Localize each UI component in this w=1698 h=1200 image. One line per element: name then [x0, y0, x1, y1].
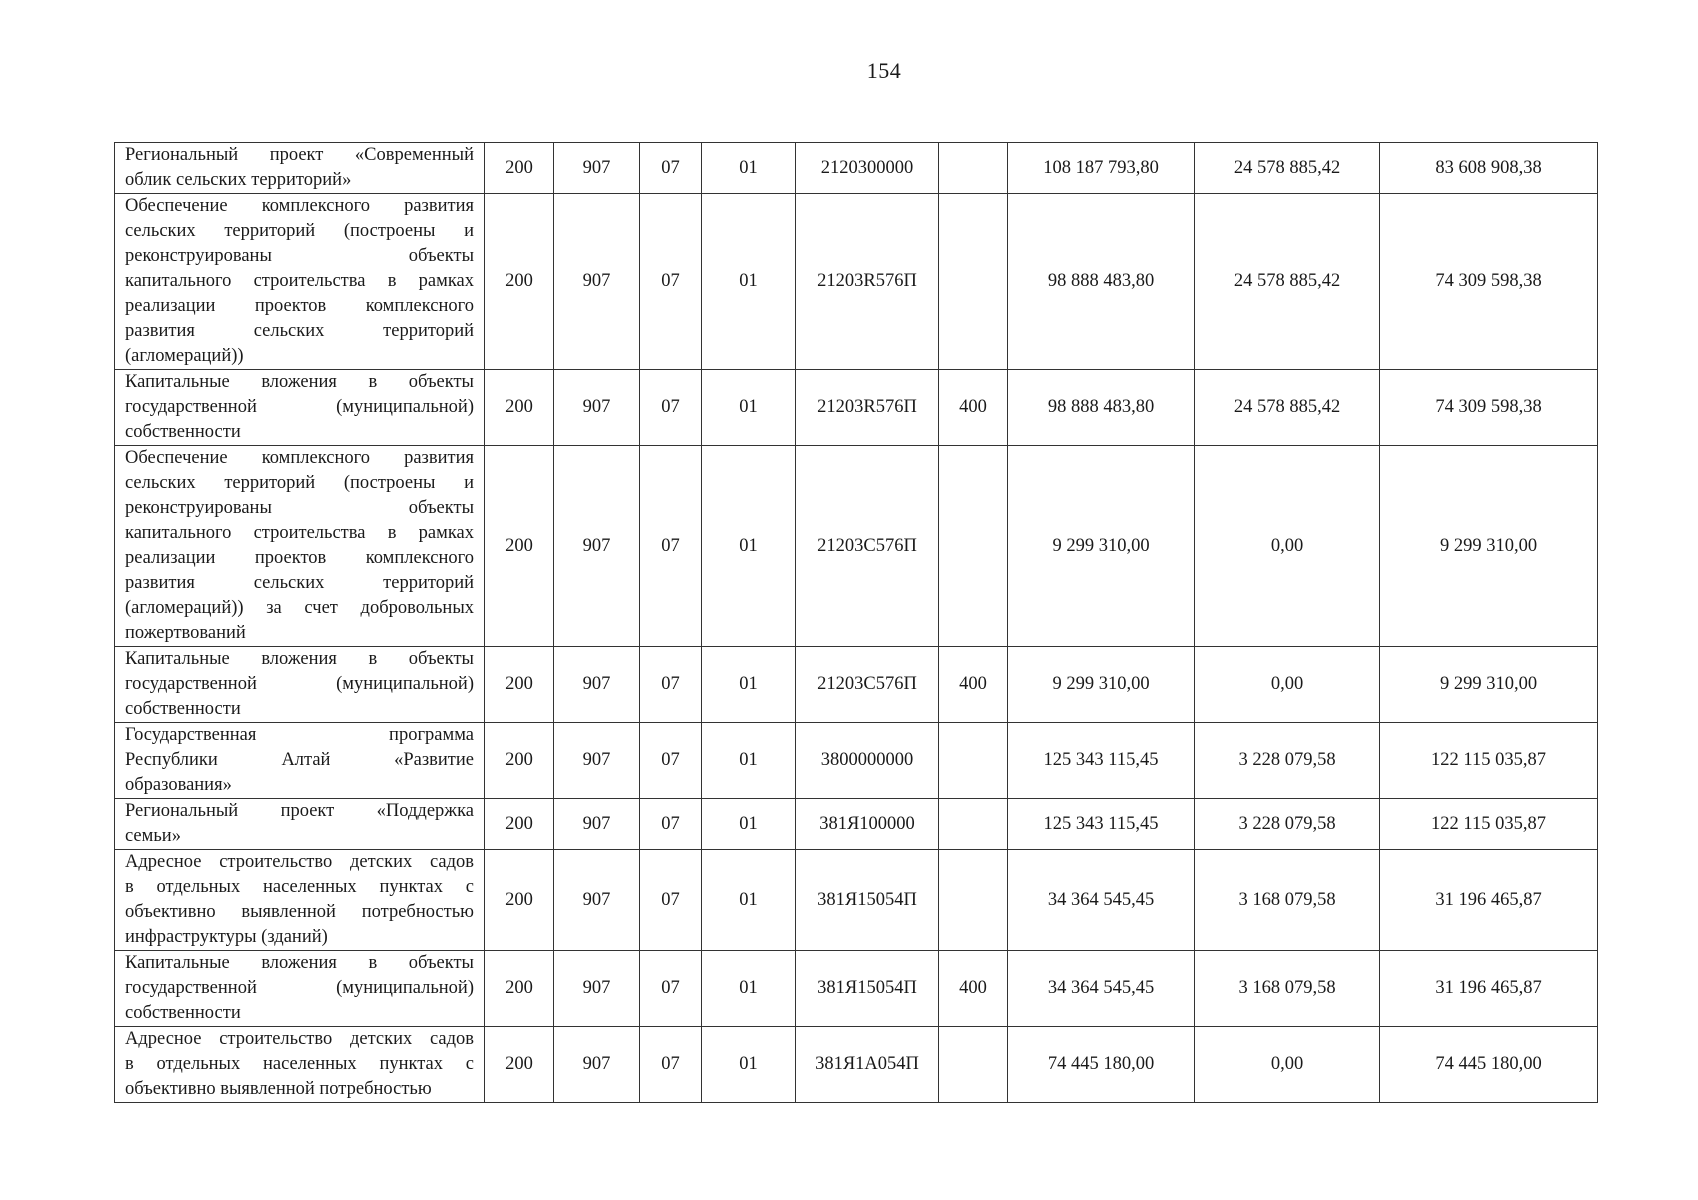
- description-line: государственной (муниципальной): [125, 978, 474, 998]
- description-line: развития сельских территорий: [125, 573, 474, 593]
- ministry-code-value: 907: [582, 157, 611, 178]
- federal-amount-cell: [1195, 951, 1380, 1027]
- section-code-cell: [640, 951, 702, 1027]
- description-line: Адресное строительство детских садов: [125, 852, 474, 872]
- total-amount-value: 98 888 483,80: [1047, 397, 1155, 417]
- expense-type-cell: [939, 647, 1008, 723]
- total-amount-cell: [1008, 370, 1195, 446]
- regional-amount-value: 31 196 465,87: [1435, 978, 1542, 998]
- admin-code-value: 200: [505, 157, 533, 178]
- row-description: [115, 647, 485, 723]
- federal-amount-value: 24 578 885,42: [1233, 271, 1341, 291]
- admin-code-value: 200: [505, 535, 533, 556]
- row-description: [115, 446, 485, 647]
- regional-amount-cell: [1380, 723, 1598, 799]
- ministry-code-cell: [554, 370, 640, 446]
- target-article-value: 21203С576П: [817, 674, 917, 694]
- ministry-code-cell: [554, 1027, 640, 1103]
- admin-code-value: 200: [505, 271, 533, 291]
- subsection-code-value: 01: [739, 813, 758, 834]
- target-article-cell: [796, 951, 939, 1027]
- description-line: собственности: [125, 1003, 241, 1023]
- admin-code-value: 200: [505, 889, 533, 910]
- table-row: [115, 951, 1598, 1027]
- regional-amount-value: 122 115 035,87: [1431, 813, 1546, 834]
- expense-type-value: 400: [959, 397, 987, 417]
- ministry-code-value: 907: [582, 271, 611, 291]
- ministry-code-cell: [554, 723, 640, 799]
- row-description: [115, 799, 485, 850]
- regional-amount-cell: [1380, 850, 1598, 951]
- ministry-code-value: 907: [582, 889, 611, 910]
- expense-type-cell: [939, 446, 1008, 647]
- section-code-value: 07: [661, 271, 680, 291]
- admin-code-cell: [485, 446, 554, 647]
- table-body: [115, 143, 1598, 1103]
- table-row: [115, 446, 1598, 647]
- section-code-cell: [640, 647, 702, 723]
- regional-amount-cell: [1380, 194, 1598, 370]
- total-amount-value: 34 364 545,45: [1047, 978, 1155, 998]
- admin-code-value: 200: [505, 978, 533, 998]
- total-amount-cell: [1008, 951, 1195, 1027]
- target-article-cell: [796, 723, 939, 799]
- regional-amount-value: 74 309 598,38: [1435, 397, 1542, 417]
- target-article-cell: [796, 194, 939, 370]
- section-code-value: 07: [661, 397, 680, 417]
- row-description: [115, 850, 485, 951]
- regional-amount-value: 74 309 598,38: [1435, 271, 1542, 291]
- regional-amount-cell: [1380, 143, 1598, 194]
- page-number: 154: [866, 58, 902, 83]
- federal-amount-value: 3 168 079,58: [1238, 978, 1336, 998]
- federal-amount-value: 3 228 079,58: [1238, 750, 1336, 770]
- section-code-cell: [640, 850, 702, 951]
- section-code-value: 07: [661, 813, 680, 834]
- federal-amount-value: 24 578 885,42: [1233, 157, 1341, 178]
- section-code-cell: [640, 143, 702, 194]
- target-article-value: 21203С576П: [817, 535, 917, 556]
- admin-code-value: 200: [505, 750, 533, 770]
- expense-type-value: 400: [959, 674, 987, 694]
- regional-amount-value: 9 299 310,00: [1439, 674, 1538, 694]
- description-line: в отдельных населенных пунктах с: [125, 877, 474, 897]
- admin-code-cell: [485, 723, 554, 799]
- expense-type-cell: [939, 1027, 1008, 1103]
- admin-code-cell: [485, 647, 554, 723]
- federal-amount-cell: [1195, 723, 1380, 799]
- description-line: инфраструктуры (зданий): [125, 927, 328, 947]
- ministry-code-value: 907: [582, 674, 611, 694]
- regional-amount-cell: [1380, 446, 1598, 647]
- description-line: реконструированы объекты: [125, 498, 474, 518]
- target-article-cell: [796, 1027, 939, 1103]
- description-line: реализации проектов комплексного: [125, 296, 474, 316]
- section-code-value: 07: [661, 750, 680, 770]
- total-amount-cell: [1008, 1027, 1195, 1103]
- ministry-code-cell: [554, 143, 640, 194]
- description-line: семьи»: [125, 826, 181, 846]
- subsection-code-cell: [702, 1027, 796, 1103]
- ministry-code-cell: [554, 446, 640, 647]
- total-amount-value: 9 299 310,00: [1052, 674, 1150, 694]
- admin-code-value: 200: [505, 397, 533, 417]
- federal-amount-value: 0,00: [1270, 674, 1304, 694]
- total-amount-value: 108 187 793,80: [1043, 157, 1159, 178]
- table-row: [115, 723, 1598, 799]
- target-article-value: 3800000000: [820, 750, 914, 770]
- description-line: (агломераций)) за счет добровольных: [125, 598, 474, 618]
- admin-code-cell: [485, 1027, 554, 1103]
- table-row: [115, 647, 1598, 723]
- subsection-code-cell: [702, 143, 796, 194]
- federal-amount-value: 0,00: [1270, 1054, 1304, 1074]
- subsection-code-value: 01: [739, 1054, 758, 1074]
- row-description: [115, 951, 485, 1027]
- admin-code-cell: [485, 799, 554, 850]
- subsection-code-cell: [702, 723, 796, 799]
- table-row: [115, 194, 1598, 370]
- federal-amount-value: 24 578 885,42: [1233, 397, 1341, 417]
- description-line: реализации проектов комплексного: [125, 548, 474, 568]
- ministry-code-cell: [554, 951, 640, 1027]
- subsection-code-value: 01: [739, 889, 758, 910]
- table-row: [115, 143, 1598, 194]
- description-line: в отдельных населенных пунктах с: [125, 1054, 474, 1074]
- subsection-code-value: 01: [739, 397, 758, 417]
- total-amount-value: 125 343 115,45: [1043, 813, 1159, 834]
- expense-type-cell: [939, 143, 1008, 194]
- section-code-value: 07: [661, 889, 680, 910]
- ministry-code-cell: [554, 850, 640, 951]
- admin-code-cell: [485, 194, 554, 370]
- target-article-cell: [796, 647, 939, 723]
- description-line: Капитальные вложения в объекты: [125, 649, 474, 669]
- ministry-code-cell: [554, 799, 640, 850]
- row-description: [115, 143, 485, 194]
- regional-amount-cell: [1380, 951, 1598, 1027]
- total-amount-value: 34 364 545,45: [1047, 889, 1155, 910]
- row-description: [115, 1027, 485, 1103]
- expense-type-cell: [939, 723, 1008, 799]
- description-line: реконструированы объекты: [125, 246, 474, 266]
- description-line: сельских территорий (построены и: [125, 221, 474, 241]
- section-code-value: 07: [661, 978, 680, 998]
- federal-amount-cell: [1195, 850, 1380, 951]
- description-line: Государственная программа: [125, 725, 474, 745]
- budget-table: [114, 142, 1598, 1103]
- subsection-code-cell: [702, 194, 796, 370]
- total-amount-cell: [1008, 143, 1195, 194]
- total-amount-value: 74 445 180,00: [1047, 1054, 1155, 1074]
- admin-code-value: 200: [505, 674, 533, 694]
- total-amount-cell: [1008, 647, 1195, 723]
- total-amount-cell: [1008, 446, 1195, 647]
- regional-amount-value: 83 608 908,38: [1435, 157, 1542, 178]
- subsection-code-cell: [702, 370, 796, 446]
- ministry-code-value: 907: [582, 813, 611, 834]
- expense-type-cell: [939, 799, 1008, 850]
- target-article-value: 21203R576П: [817, 271, 917, 291]
- regional-amount-cell: [1380, 799, 1598, 850]
- total-amount-value: 125 343 115,45: [1043, 750, 1159, 770]
- section-code-cell: [640, 799, 702, 850]
- subsection-code-value: 01: [739, 750, 758, 770]
- expense-type-cell: [939, 850, 1008, 951]
- description-line: Региональный проект «Поддержка: [125, 801, 474, 821]
- section-code-value: 07: [661, 674, 680, 694]
- regional-amount-value: 74 445 180,00: [1435, 1054, 1542, 1074]
- regional-amount-cell: [1380, 370, 1598, 446]
- admin-code-value: 200: [505, 1054, 533, 1074]
- target-article-value: 21203R576П: [817, 397, 917, 417]
- row-description: [115, 194, 485, 370]
- ministry-code-value: 907: [582, 1054, 611, 1074]
- target-article-value: 381Я15054П: [817, 889, 917, 910]
- description-line: Капитальные вложения в объекты: [125, 372, 474, 392]
- description-line: образования»: [125, 775, 232, 795]
- regional-amount-cell: [1380, 1027, 1598, 1103]
- subsection-code-value: 01: [739, 674, 758, 694]
- federal-amount-cell: [1195, 799, 1380, 850]
- subsection-code-cell: [702, 951, 796, 1027]
- regional-amount-cell: [1380, 647, 1598, 723]
- row-description: [115, 370, 485, 446]
- description-line: облик сельских территорий»: [125, 170, 352, 190]
- federal-amount-value: 3 228 079,58: [1238, 813, 1336, 834]
- description-line: сельских территорий (построены и: [125, 473, 474, 493]
- total-amount-cell: [1008, 850, 1195, 951]
- section-code-cell: [640, 194, 702, 370]
- federal-amount-cell: [1195, 370, 1380, 446]
- description-line: (агломераций)): [125, 346, 244, 366]
- description-line: государственной (муниципальной): [125, 397, 474, 417]
- admin-code-cell: [485, 951, 554, 1027]
- federal-amount-value: 0,00: [1270, 535, 1304, 556]
- total-amount-cell: [1008, 194, 1195, 370]
- total-amount-cell: [1008, 723, 1195, 799]
- expense-type-cell: [939, 194, 1008, 370]
- table-row: [115, 370, 1598, 446]
- description-line: капитального строительства в рамках: [125, 523, 474, 543]
- admin-code-cell: [485, 143, 554, 194]
- target-article-cell: [796, 143, 939, 194]
- ministry-code-value: 907: [582, 750, 611, 770]
- expense-type-cell: [939, 370, 1008, 446]
- ministry-code-value: 907: [582, 978, 611, 998]
- regional-amount-value: 31 196 465,87: [1435, 889, 1542, 910]
- subsection-code-value: 01: [739, 978, 758, 998]
- target-article-value: 381Я15054П: [817, 978, 917, 998]
- admin-code-cell: [485, 370, 554, 446]
- total-amount-value: 9 299 310,00: [1052, 535, 1150, 556]
- section-code-cell: [640, 1027, 702, 1103]
- subsection-code-value: 01: [739, 157, 758, 178]
- target-article-cell: [796, 370, 939, 446]
- target-article-cell: [796, 799, 939, 850]
- description-line: Региональный проект «Современный: [125, 145, 474, 165]
- target-article-value: 2120300000: [820, 157, 914, 178]
- target-article-cell: [796, 850, 939, 951]
- subsection-code-cell: [702, 799, 796, 850]
- admin-code-cell: [485, 850, 554, 951]
- subsection-code-value: 01: [739, 535, 758, 556]
- total-amount-value: 98 888 483,80: [1047, 271, 1155, 291]
- target-article-value: 381Я100000: [819, 813, 915, 834]
- expense-type-cell: [939, 951, 1008, 1027]
- federal-amount-cell: [1195, 1027, 1380, 1103]
- description-line: Капитальные вложения в объекты: [125, 953, 474, 973]
- total-amount-cell: [1008, 799, 1195, 850]
- description-line: Обеспечение комплексного развития: [125, 448, 474, 468]
- table-row: [115, 1027, 1598, 1103]
- federal-amount-cell: [1195, 446, 1380, 647]
- federal-amount-cell: [1195, 143, 1380, 194]
- description-line: Обеспечение комплексного развития: [125, 196, 474, 216]
- section-code-value: 07: [661, 1054, 680, 1074]
- description-line: Адресное строительство детских садов: [125, 1029, 474, 1049]
- expense-type-value: 400: [959, 978, 987, 998]
- description-line: объективно выявленной потребностью: [125, 902, 474, 922]
- target-article-cell: [796, 446, 939, 647]
- regional-amount-value: 9 299 310,00: [1439, 535, 1538, 556]
- section-code-cell: [640, 370, 702, 446]
- federal-amount-cell: [1195, 647, 1380, 723]
- description-line: объективно выявленной потребностью: [125, 1079, 432, 1099]
- table-row: [115, 850, 1598, 951]
- section-code-cell: [640, 446, 702, 647]
- subsection-code-cell: [702, 850, 796, 951]
- regional-amount-value: 122 115 035,87: [1431, 750, 1546, 770]
- federal-amount-value: 3 168 079,58: [1238, 889, 1336, 910]
- target-article-value: 381Я1А054П: [815, 1054, 919, 1074]
- description-line: развития сельских территорий: [125, 321, 474, 341]
- row-description: [115, 723, 485, 799]
- description-line: собственности: [125, 422, 241, 442]
- subsection-code-value: 01: [739, 271, 758, 291]
- ministry-code-value: 907: [582, 535, 611, 556]
- ministry-code-value: 907: [582, 397, 611, 417]
- admin-code-value: 200: [505, 813, 533, 834]
- description-line: капитального строительства в рамках: [125, 271, 474, 291]
- description-line: собственности: [125, 699, 241, 719]
- section-code-value: 07: [661, 535, 680, 556]
- subsection-code-cell: [702, 647, 796, 723]
- ministry-code-cell: [554, 194, 640, 370]
- ministry-code-cell: [554, 647, 640, 723]
- description-line: Республики Алтай «Развитие: [125, 750, 474, 770]
- description-line: государственной (муниципальной): [125, 674, 474, 694]
- section-code-value: 07: [661, 157, 680, 178]
- federal-amount-cell: [1195, 194, 1380, 370]
- table-row: [115, 799, 1598, 850]
- description-line: пожертвований: [125, 623, 246, 643]
- section-code-cell: [640, 723, 702, 799]
- subsection-code-cell: [702, 446, 796, 647]
